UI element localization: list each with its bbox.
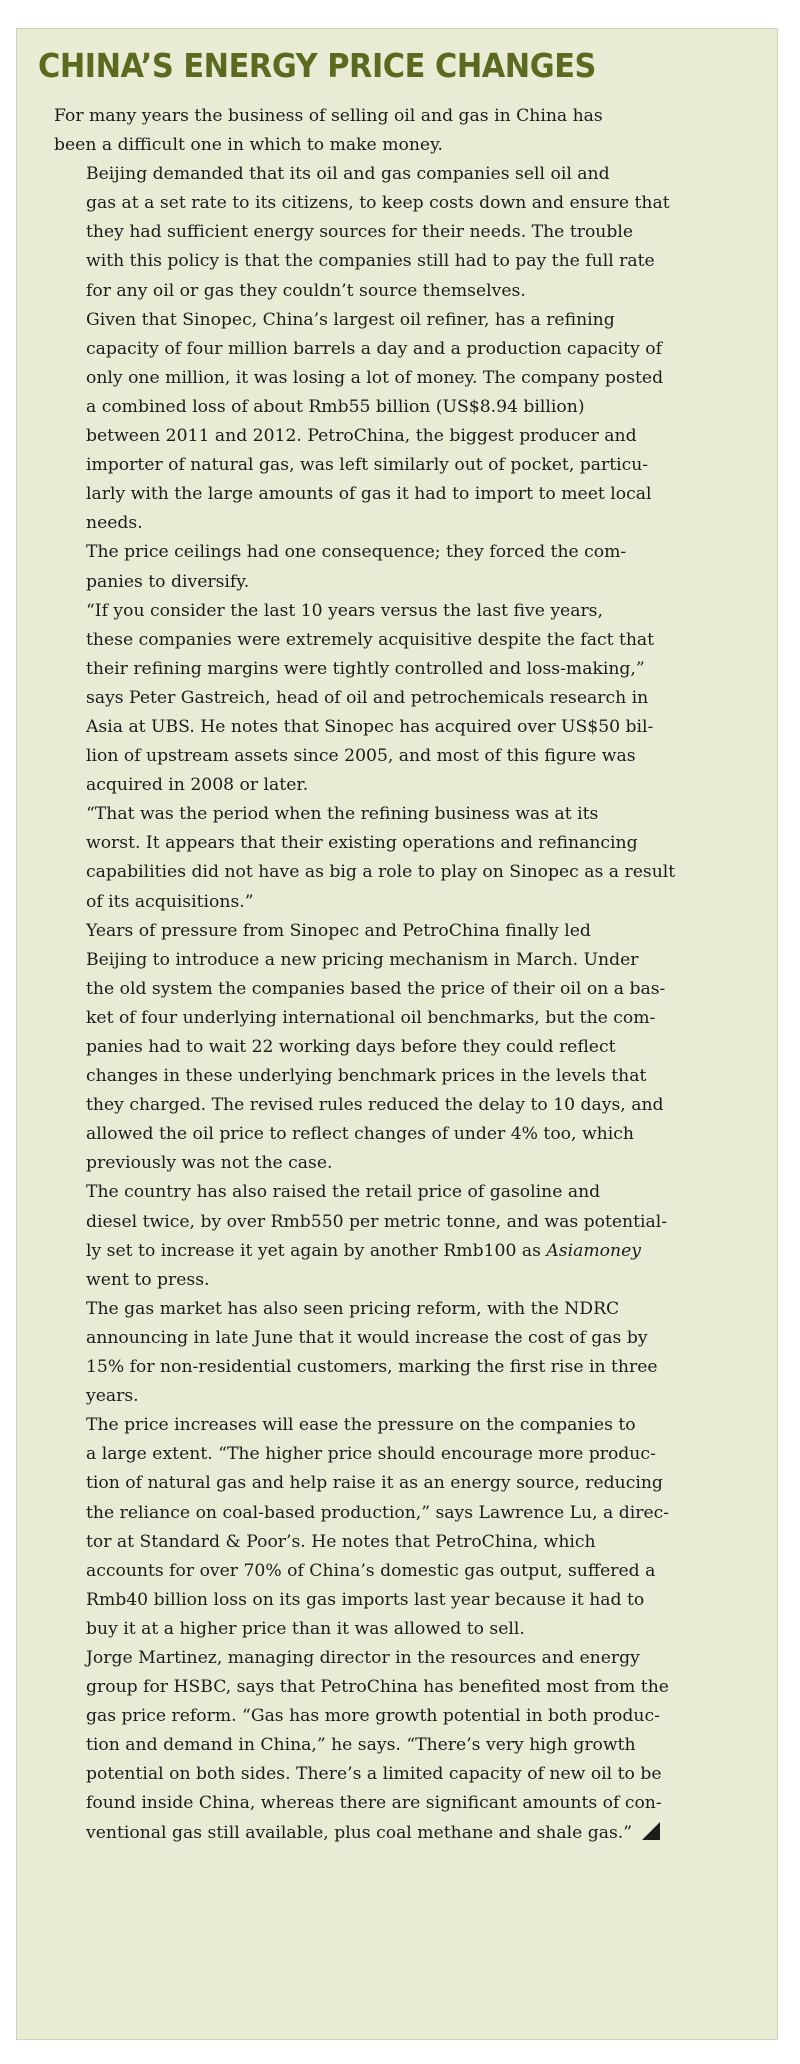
paragraph-line-with-italic <box>54 1237 754 1266</box>
paragraph-line: diesel twice, by over Rmb550 per metric tonne, and was potential- <box>86 1211 668 1232</box>
paragraph-line: tion and demand in China,” he says. “There’s very high growth <box>86 1735 636 1756</box>
paragraph-line: 15% for non-residential customers, marking the first rise in three <box>86 1357 658 1378</box>
paragraph-line: tion of natural gas and help raise it as an energy source, reducing <box>86 1473 663 1494</box>
paragraph-line: group for HSBC, says that PetroChina has benefited most from the <box>86 1677 669 1698</box>
paragraph-3 <box>54 306 754 539</box>
paragraph-11 <box>54 1644 754 1848</box>
paragraph-line-text: ventional gas still available, plus coal methane and shale gas.” <box>86 1822 633 1843</box>
paragraph-line: of its acquisitions.” <box>86 891 254 912</box>
paragraph-line: years. <box>86 1386 139 1407</box>
paragraph-9 <box>54 1295 754 1411</box>
paragraph-line: potential on both sides. There’s a limited capacity of new oil to be <box>86 1764 662 1785</box>
paragraph-line: tor at Standard & Poor’s. He notes that PetroChina, which <box>86 1531 596 1552</box>
paragraph-line: a combined loss of about Rmb55 billion (US$8.94 billion) <box>86 396 585 417</box>
paragraph-line: the reliance on coal-based production,” says Lawrence Lu, a direc- <box>86 1502 670 1523</box>
paragraph-line: panies to diversify. <box>86 571 250 592</box>
paragraph-line: been a difficult one in which to make money. <box>54 135 443 156</box>
article-body <box>54 102 754 1848</box>
paragraph-line: says Peter Gastreich, head of oil and petrochemicals research in <box>86 687 649 708</box>
paragraph-4 <box>54 538 754 596</box>
paragraph-line: The price increases will ease the pressure on the companies to <box>86 1415 636 1436</box>
paragraph-line: Given that Sinopec, China’s largest oil refiner, has a refining <box>86 309 615 330</box>
paragraph-line: gas at a set rate to its citizens, to keep costs down and ensure that <box>86 193 670 214</box>
paragraph-7 <box>54 917 754 1179</box>
paragraph-line-text: ly set to increase it yet again by another Rmb100 as <box>86 1240 547 1261</box>
paragraph-line: importer of natural gas, was left similarly out of pocket, particu- <box>86 455 649 476</box>
paragraph-line: “If you consider the last 10 years versus the last five years, <box>86 600 603 621</box>
publication-name: Asiamoney <box>546 1240 641 1261</box>
paragraph-line: accounts for over 70% of China’s domestic gas output, suffered a <box>86 1560 656 1581</box>
paragraph-line: For many years the business of selling oil and gas in China has <box>54 106 603 126</box>
paragraph-line: Years of pressure from Sinopec and PetroChina finally led <box>86 920 591 941</box>
paragraph-line: panies had to wait 22 working days before they could reflect <box>86 1037 616 1057</box>
paragraph-line: larly with the large amounts of gas it had to import to meet local <box>86 484 652 505</box>
paragraph-line: a large extent. “The higher price should encourage more produc- <box>86 1444 656 1465</box>
paragraph-line: Rmb40 billion loss on its gas imports last year because it had to <box>86 1589 645 1610</box>
paragraph-line: with this policy is that the companies still had to pay the full rate <box>86 251 655 272</box>
paragraph-line: lion of upstream assets since 2005, and most of this figure was <box>86 746 636 767</box>
paragraph-5 <box>54 597 754 801</box>
article-headline: CHINA’S ENERGY PRICE CHANGES <box>38 46 596 85</box>
paragraph-line: went to press. <box>86 1269 210 1290</box>
paragraph-line: needs. <box>86 513 143 534</box>
paragraph-line: Jorge Martinez, managing director in the resources and energy <box>86 1647 640 1668</box>
paragraph-6 <box>54 800 754 916</box>
paragraph-line: capabilities did not have as big a role to play on Sinopec as a result <box>86 862 676 883</box>
paragraph-line: the old system the companies based the price of their oil on a bas- <box>86 978 666 999</box>
paragraph-line: buy it at a higher price than it was allowed to sell. <box>86 1618 525 1639</box>
paragraph-line: The country has also raised the retail price of gasoline and <box>86 1182 601 1203</box>
paragraph-line-last <box>54 1819 754 1848</box>
paragraph-line: worst. It appears that their existing operations and refinancing <box>86 833 638 854</box>
paragraph-line: allowed the oil price to reflect changes of under 4% too, which <box>86 1124 634 1145</box>
paragraph-line: Asia at UBS. He notes that Sinopec has acquired over US$50 bil- <box>86 716 654 737</box>
paragraph-line: capacity of four million barrels a day and a production capacity of <box>86 338 662 359</box>
paragraph-line: The gas market has also seen pricing reform, with the NDRC <box>86 1298 620 1319</box>
paragraph-line: between 2011 and 2012. PetroChina, the biggest producer and <box>86 426 637 447</box>
paragraph-line: acquired in 2008 or later. <box>86 775 309 796</box>
paragraph-line: found inside China, whereas there are significant amounts of con- <box>86 1793 662 1814</box>
paragraph-10 <box>54 1411 754 1644</box>
paragraph-line: Beijing demanded that its oil and gas companies sell oil and <box>86 164 610 185</box>
paragraph-2 <box>54 160 754 305</box>
paragraph-line: announcing in late June that it would increase the cost of gas by <box>86 1327 648 1348</box>
paragraph-line: changes in these underlying benchmark prices in the levels that <box>86 1066 647 1087</box>
paragraph-line: The price ceilings had one consequence; they forced the com- <box>86 542 627 563</box>
paragraph-line: “That was the period when the refining business was at its <box>86 804 599 825</box>
paragraph-line: they had sufficient energy sources for their needs. The trouble <box>86 222 634 243</box>
paragraph-line: previously was not the case. <box>86 1153 333 1174</box>
paragraph-line: these companies were extremely acquisitive despite the fact that <box>86 629 655 650</box>
paragraph-line: Beijing to introduce a new pricing mechanism in March. Under <box>86 949 639 970</box>
paragraph-line: for any oil or gas they couldn’t source themselves. <box>86 280 526 301</box>
paragraph-line: ket of four underlying international oil benchmarks, but the com- <box>86 1007 656 1028</box>
paragraph-line: gas price reform. “Gas has more growth potential in both produc- <box>86 1706 660 1727</box>
paragraph-line: only one million, it was losing a lot of money. The company posted <box>86 367 664 388</box>
paragraph-8 <box>54 1178 754 1294</box>
triangle-end-mark-icon <box>642 1822 660 1840</box>
paragraph-line: their refining margins were tightly controlled and loss-making,” <box>86 658 645 679</box>
paragraph-1 <box>54 102 754 160</box>
paragraph-line: they charged. The revised rules reduced the delay to 10 days, and <box>86 1095 664 1116</box>
